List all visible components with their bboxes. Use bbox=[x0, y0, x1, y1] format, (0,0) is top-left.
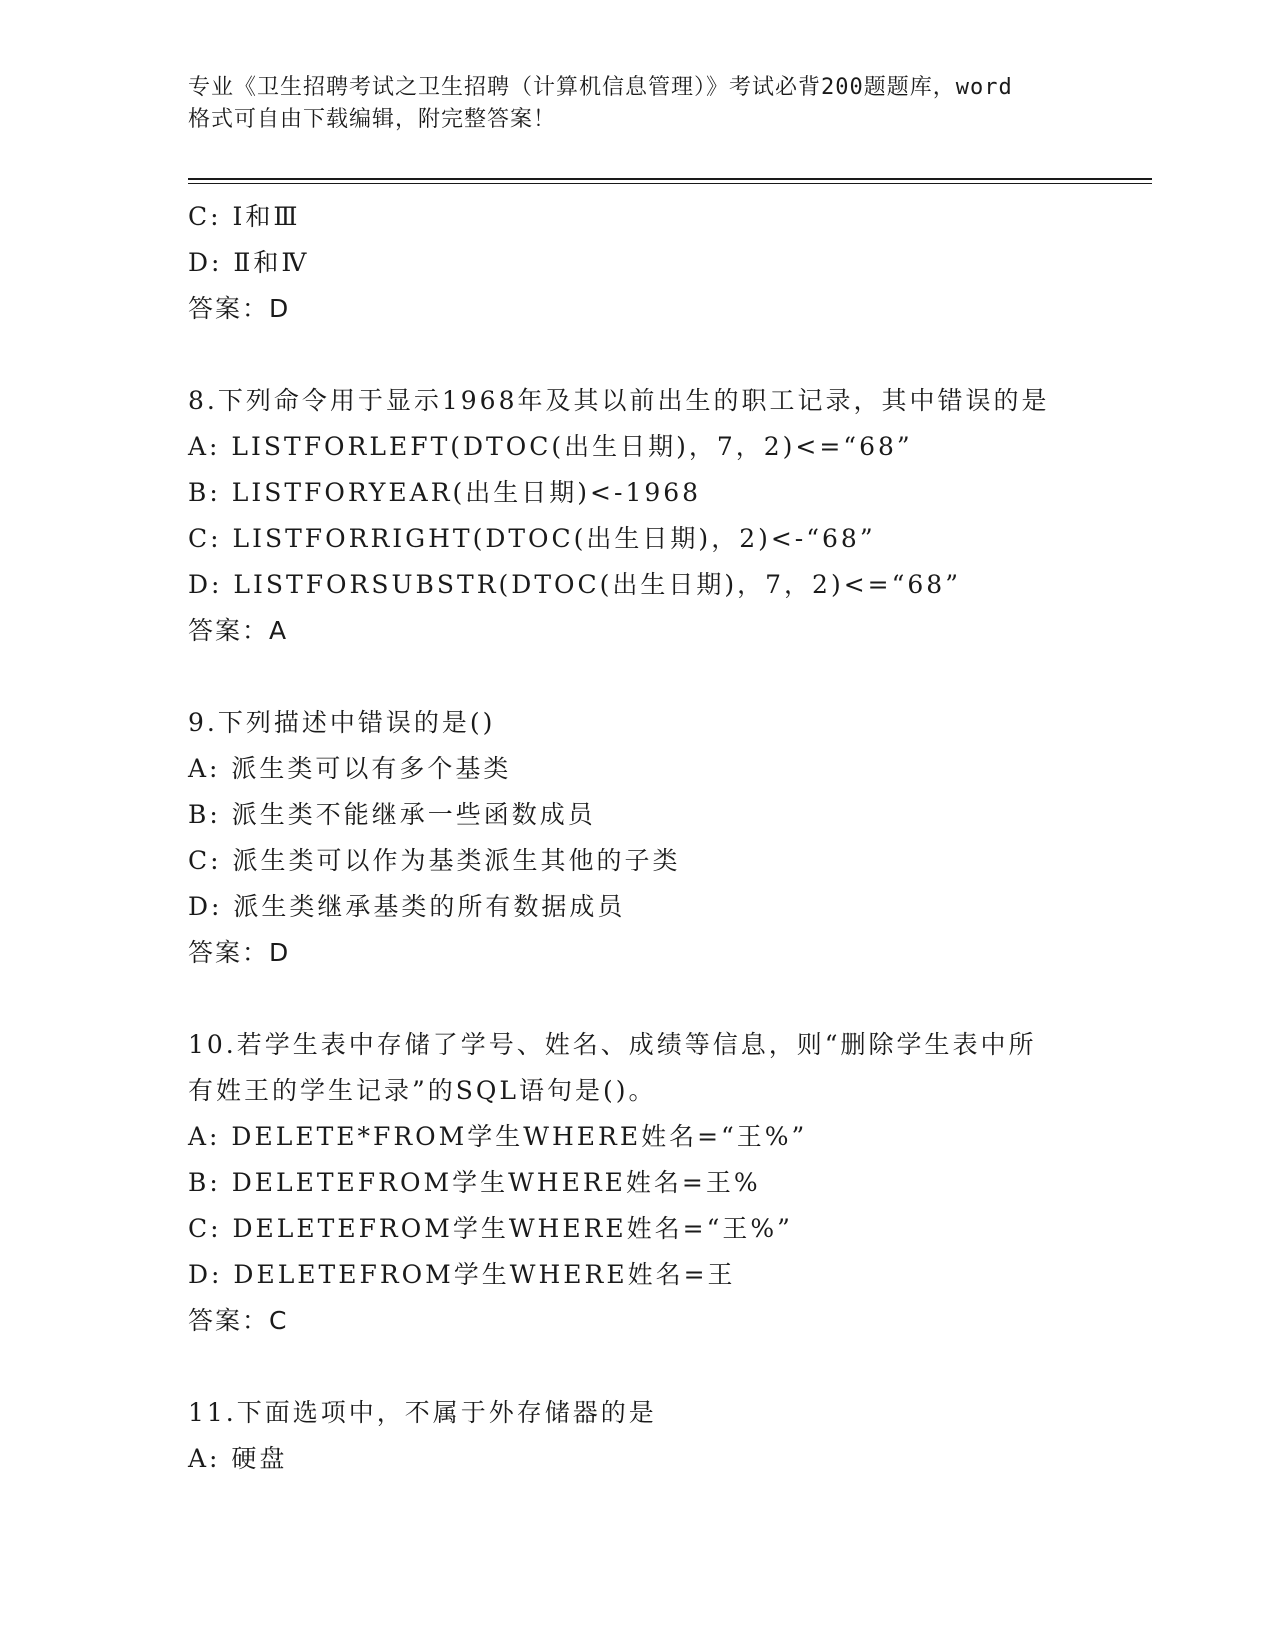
header-line-2: 格式可自由下载编辑，附完整答案！ bbox=[188, 107, 557, 132]
option-a: A: 派生类可以有多个基类 bbox=[188, 754, 512, 783]
option-d: D: 派生类继承基类的所有数据成员 bbox=[188, 892, 626, 921]
option-c: C: Ⅰ和Ⅲ bbox=[188, 202, 301, 231]
question-stem: 11.下面选项中，不属于外存储器的是 bbox=[188, 1398, 657, 1427]
question-9 bbox=[188, 700, 1108, 976]
document-header bbox=[188, 72, 1108, 136]
option-d: D: LISTFORSUBSTR(DTOC(出生日期)，7，2)<=“68” bbox=[188, 570, 961, 599]
question-10 bbox=[188, 1022, 1108, 1344]
question-stem: 8.下列命令用于显示1968年及其以前出生的职工记录，其中错误的是 bbox=[188, 386, 1050, 415]
option-a: A: DELETE*FROM学生WHERE姓名=“王%” bbox=[188, 1122, 808, 1151]
answer-line: 答案：D bbox=[188, 294, 291, 323]
option-b: B: 派生类不能继承一些函数成员 bbox=[188, 800, 596, 829]
header-line-1: 专业《卫生招聘考试之卫生招聘（计算机信息管理）》考试必背200题题库，word bbox=[188, 75, 1013, 100]
question-stem-line-2: 有姓王的学生记录”的SQL语句是()。 bbox=[188, 1076, 657, 1105]
document-body bbox=[188, 194, 1108, 1482]
answer-line: 答案：D bbox=[188, 938, 291, 967]
option-c: C: LISTFORRIGHT(DTOC(出生日期)，2)<-“68” bbox=[188, 524, 876, 553]
header-rule-thin bbox=[188, 183, 1152, 184]
header-rule-thick bbox=[188, 178, 1152, 180]
option-c: C: 派生类可以作为基类派生其他的子类 bbox=[188, 846, 681, 875]
option-c: C: DELETEFROM学生WHERE姓名=“王%” bbox=[188, 1214, 793, 1243]
option-a: A: 硬盘 bbox=[188, 1444, 288, 1473]
question-stem-line-1: 10.若学生表中存储了学号、姓名、成绩等信息，则“删除学生表中所 bbox=[188, 1030, 1037, 1059]
continued-question bbox=[188, 194, 1108, 332]
question-stem: 9.下列描述中错误的是() bbox=[188, 708, 496, 737]
answer-line: 答案：C bbox=[188, 1306, 289, 1335]
option-d: D: Ⅱ和Ⅳ bbox=[188, 248, 310, 277]
question-11 bbox=[188, 1390, 1108, 1482]
option-a: A: LISTFORLEFT(DTOC(出生日期)，7，2)<=“68” bbox=[188, 432, 913, 461]
option-d: D: DELETEFROM学生WHERE姓名=王 bbox=[188, 1260, 736, 1289]
option-b: B: DELETEFROM学生WHERE姓名=王% bbox=[188, 1168, 761, 1197]
question-8 bbox=[188, 378, 1108, 654]
answer-line: 答案：A bbox=[188, 616, 289, 645]
option-b: B: LISTFORYEAR(出生日期)<-1968 bbox=[188, 478, 702, 507]
